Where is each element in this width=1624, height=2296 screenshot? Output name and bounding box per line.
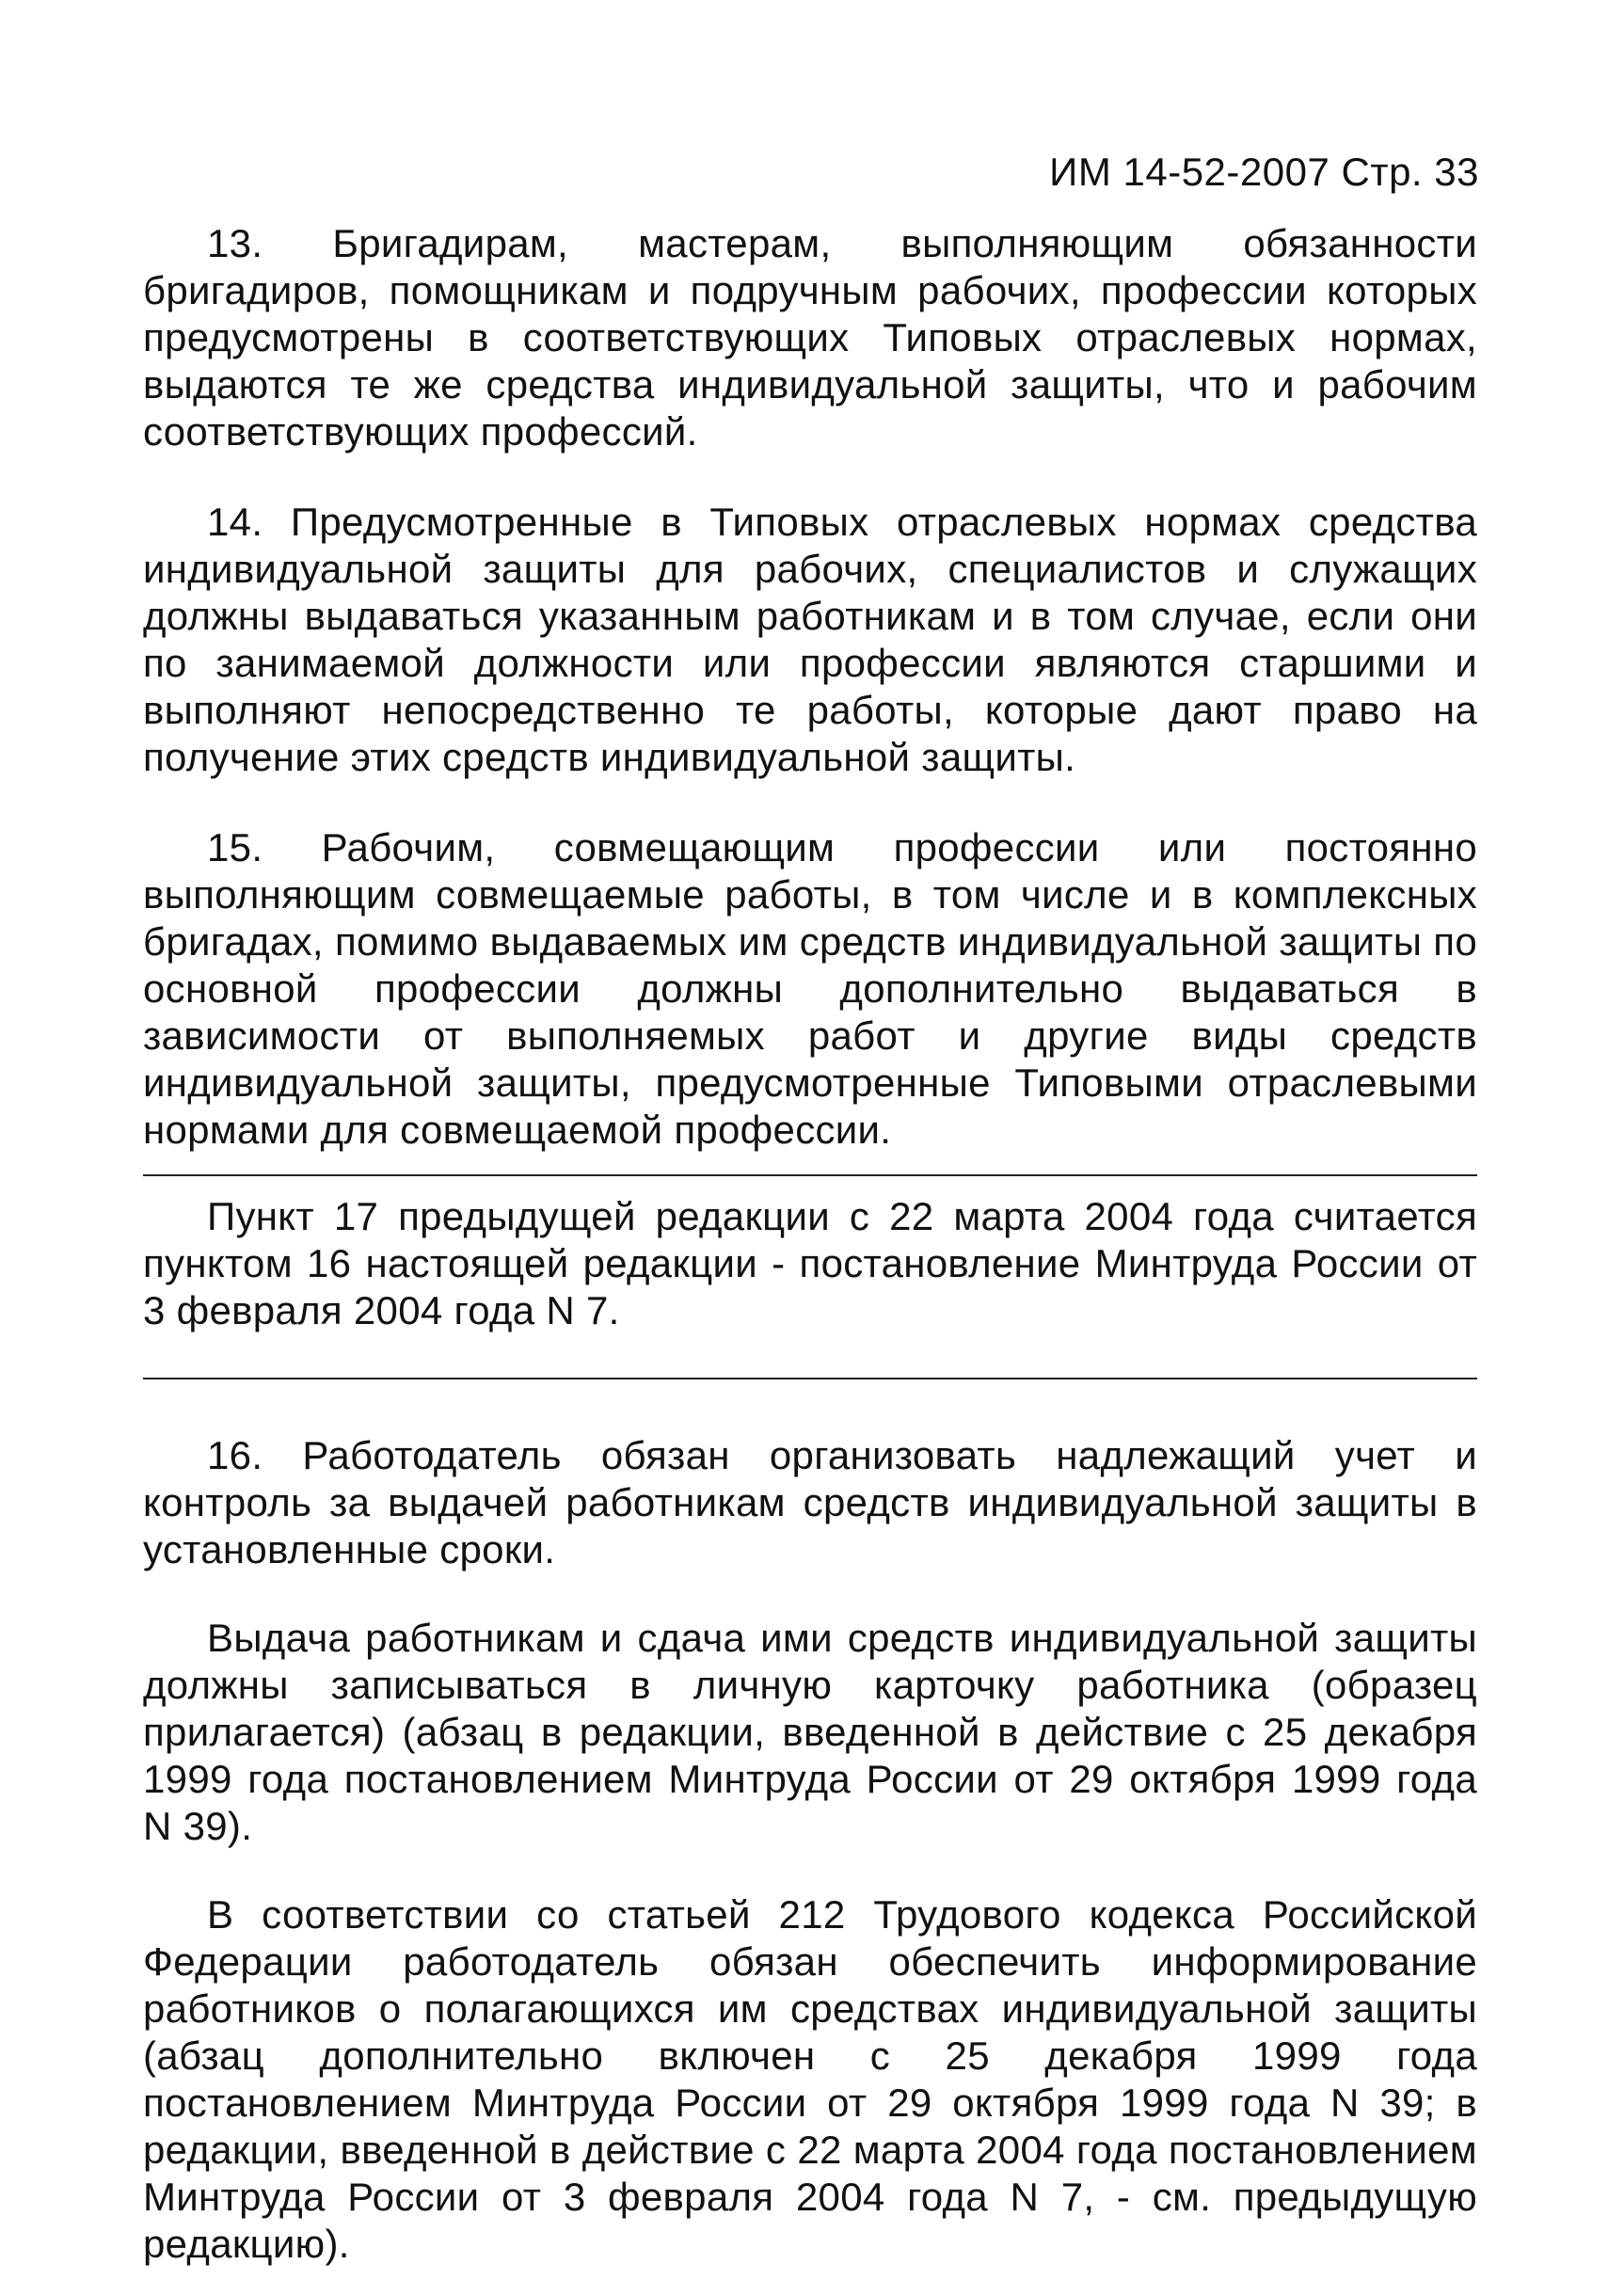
paragraph-13: 13. Бригадирам, мастерам, выполняющим обязанности бригадиров, помощникам и подручным рабочих, профессии которых предусмотрены в соответствующих Типовых отраслевых нормах, выдаются те же средства индивидуальной защиты, что и рабочим соответствующих профессий. [143, 221, 1477, 454]
document-body [143, 220, 1477, 2268]
page-header: ИМ 14-52-2007 Стр. 33 [1049, 150, 1479, 194]
paragraph-16-issuance-record: Выдача работникам и сдача ими средств индивидуальной защиты должны записываться в личную карточку работника (образец прилагается) (абзац в редакции, введенной в действие с 25 декабря 1999 года постановлением Минтруда России от 29 октября 1999 года N 39). [143, 1616, 1477, 1848]
paragraph-16-information-duty: В соответствии со статьей 212 Трудового кодекса Российской Федерации работодатель обязан обеспечить информирование работников о полагающихся им средствах индивидуальной защиты (абзац дополнительно включен с 25 декабря 1999 года постановлением Минтруда России от 29 октября 1999 года N 39; в редакции, введенной в действие с 22 марта 2004 года постановлением Минтруда России от 3 февраля 2004 года N 7, - см. предыдущую редакцию). [143, 1892, 1477, 2266]
editorial-note: Пункт 17 предыдущей редакции с 22 марта 2004 года считается пунктом 16 настоящей редакции - постановление Минтруда России от 3 февраля 2004 года N 7. [143, 1194, 1477, 1332]
paragraph-15: 15. Рабочим, совмещающим профессии или постоянно выполняющим совмещаемые работы, в том числе и в комплексных бригадах, помимо выдаваемых им средств индивидуальной защиты по основной профессии должны дополнительно выдаваться в зависимости от выполняемых работ и другие виды средств индивидуальной защиты, предусмотренные Типовыми отраслевыми нормами для совмещаемой профессии. [143, 825, 1477, 1152]
paragraph-16: 16. Работодатель обязан организовать надлежащий учет и контроль за выдачей работникам средств индивидуальной защиты в установленные сроки. [143, 1433, 1477, 1571]
paragraph-14: 14. Предусмотренные в Типовых отраслевых нормах средства индивидуальной защиты для рабочих, специалистов и служащих должны выдаваться указанным работникам и в том случае, если они по занимаемой должности или профессии являются старшими и выполняют непосредственно те работы, которые дают право на получение этих средств индивидуальной защиты. [143, 500, 1477, 779]
